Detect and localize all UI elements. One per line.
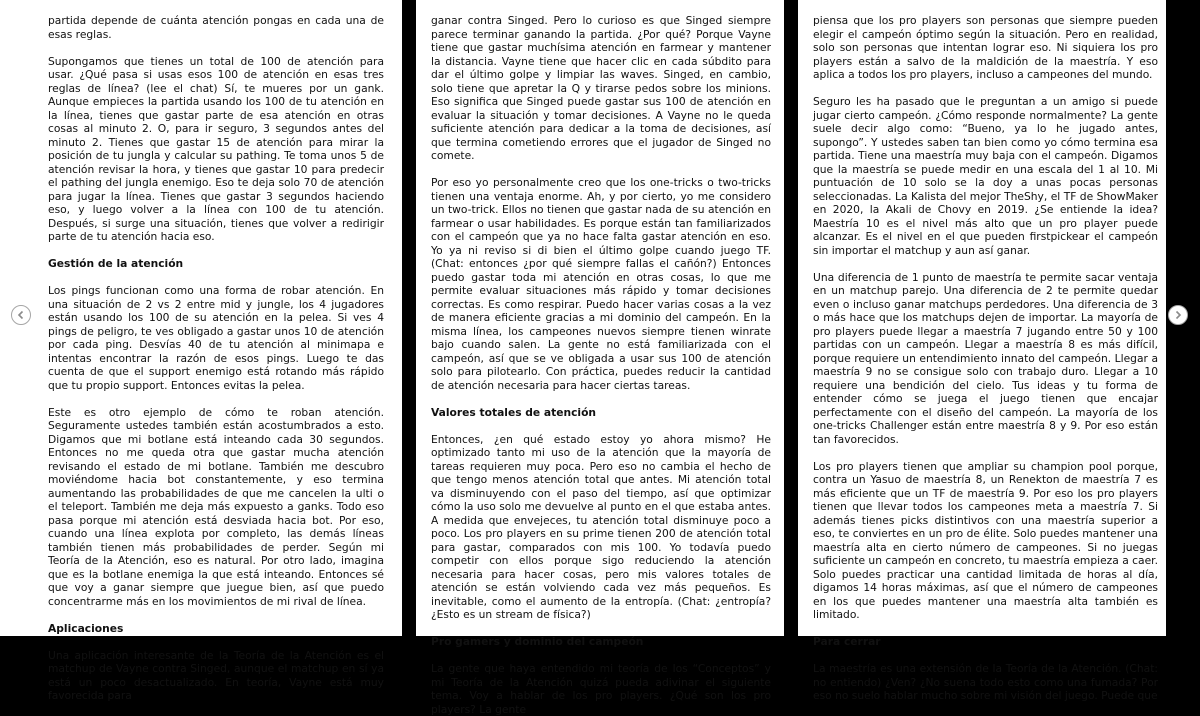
document-page-2 bbox=[416, 0, 784, 716]
paragraph: Los pro players tienen que ampliar su champion pool porque, contra un Yasuo de maestría 8, un Renekton de maestría 7 es más eficiente que un TF de maestría 9. Por eso los pro players tienen que llevar todos los campeones meta a maestría 7. Si además tienes picks distintivos con una maestría superior a eso, te conviertes en un pro de élite. Solo puedes mantener una maestría alta en cierto número de campeones. Si no juegas suficiente un campeón en concreto, tu maestría empieza a caer. Solo puedes practicar una cantidad limitada de horas al día, digamos 14 horas máximas, así que el número de campeones en los que puedes mantener una maestría alta también es limitado. bbox=[813, 459, 1158, 621]
section-heading: Pro gamers y dominio del campeón bbox=[431, 635, 644, 648]
document-page-3 bbox=[798, 0, 1166, 702]
chevron-right-icon bbox=[1173, 310, 1183, 320]
paragraph: Este es otro ejemplo de cómo te roban atención. Seguramente ustedes también están acostumbrados a esto. Digamos que mi botlane está inteando cada 30 segundos. Entonces no me queda otra que gastar mucha atención revisando el estado de mi botlane. También me descubro moviéndome hacia bot constantemente, y eso termina aumentando las probabilidades de que me cancelen la ulti o el teleport. También me deja más expuesto a ganks. Todo eso pasa porque mi atención está desviada hacia bot. Por eso, cuando una línea explota por completo, las demás líneas también tienen más probabilidades de perder. Según mi Teoría de la Atención, eso es natural. Por otro lado, imagina que es la botlane enemiga la que está inteando. Entonces sé que voy a ganar siempre que juegue bien, así que puedo concentrarme más en los movimientos de mi rival de línea. bbox=[48, 405, 384, 608]
section-heading: Aplicaciones bbox=[48, 621, 124, 635]
previous-page-button[interactable] bbox=[11, 305, 31, 325]
section-heading: Valores totales de atención bbox=[431, 405, 597, 419]
paragraph: Seguro les ha pasado que le preguntan a un amigo si puede jugar cierto campeón. ¿Cómo responde normalmente? La gente suele decir algo como: “Bueno, ya lo he jugado antes, supongo”. Y ustedes saben tan bien como yo cómo termina esa partida. Tiene una maestría muy baja con el campeón. Digamos que la maestría se puede medir en una escala del 1 al 10. Mi puntuación de 10 solo se la doy a unas pocas personas seleccionadas. La Kalista del mejor TheShy, el TF de ShowMaker en 2020, la Akali de Chovy en 2019. ¿Se entiende la idea? Maestría 10 es el nivel más alto que un pro player puede alcanzar. Es el nivel en el que pueden firstpickear el campeón sin importar el matchup y aun así ganar. bbox=[813, 95, 1158, 257]
paragraph: partida depende de cuánta atención pongas en cada una de esas reglas. bbox=[48, 14, 384, 41]
paragraph: piensa que los pro players son personas que siempre pueden elegir el campeón óptimo según la situación. Pero en realidad, solo son personas que intentan lograr eso. Ni siquiera los pro players están a salvo de la maldición de la maestría. Y eso aplica a todos los pro players, incluso a campeones del mundo. bbox=[813, 14, 1158, 81]
paragraph: Por eso yo personalmente creo que los one-tricks o two-tricks tienen una ventaja enorme. Ah, y por cierto, yo me considero un two-trick. Ellos no tienen que gastar nada de su atención en farmear o usar habilidades. Es porque están tan familiarizados con el campeón que ya no hace falta gastar atención en eso. Yo ya ni reviso si di bien el último golpe cuando juego TF. (Chat: entonces ¿por qué siempre fallas el cañón?) Entonces puedo gastar toda mi atención en otras cosas, lo que me permite evaluar situaciones más rápido y tomar decisiones correctas. Es como respirar. Puedo hacer varias cosas a la vez de manera eficiente gracias a mi dominio del campeón. En la misma línea, los campeones nuevos siempre tienen winrate bajo cuando salen. La gente no está familiarizada con el campeón, así que se ve obligada a usar sus 100 de atención solo para pilotearlo. Con práctica, puedes reducir la cantidad de atención necesaria para hacer ciertas tareas. bbox=[431, 176, 771, 392]
page-3-text bbox=[813, 14, 1158, 703]
paragraph: Entonces, ¿en qué estado estoy yo ahora mismo? He optimizado tanto mi uso de la atención que la mayoría de tareas requieren muy poca. Pero eso no cambia el hecho de que tengo menos atención total que antes. Mi atención total va disminuyendo con el paso del tiempo, así que optimizar cómo la uso solo me devuelve al punto en el que estaba antes. A medida que envejeces, tu atención total disminuye poco a poco. Los pro players en su prime tienen 200 de atención total para gastar, comparados con mis 100. Yo todavía puedo competir con ellos porque sigo reduciendo la atención necesaria para hacer cosas, pero mis valores totales de atención se están volviendo cada vez más pequeños. Es inevitable, como el aumento de la entropía. (Chat: ¿entropía? ¿Esto es un stream de física?) bbox=[431, 432, 771, 621]
next-page-button[interactable] bbox=[1168, 305, 1188, 325]
paragraph: La gente que haya entendido mi teoría de los “Conceptos” y mi Teoría de la Atención quizá pueda adivinar el siguiente tema. Voy a hablar de los pro players. ¿Qué son los pro players? La gente bbox=[431, 662, 771, 716]
paragraph: ganar contra Singed. Pero lo curioso es que Singed siempre parece terminar ganando la partida. ¿Por qué? Porque Vayne tiene que gastar muchísima atención en farmear y mantener la distancia. Vayne tiene que hacer clic en cada súbdito para dar el último golpe y limpiar las waves. Singed, en cambio, solo tiene que apretar la Q y tirarse pedos sobre los minions. Eso significa que Singed puede gastar sus 100 de atención en evaluar la situación y tomar decisiones. A Vayne no le queda suficiente atención para dedicar a la toma de decisiones, así que termina cometiendo errores que el jugador de Singed no comete. bbox=[431, 14, 771, 162]
document-page-1 bbox=[0, 0, 402, 702]
paragraph: Supongamos que tienes un total de 100 de atención para usar. ¿Qué pasa si usas esos 100 de atención en esas tres reglas de línea? (lee el chat) Sí, te mueres por un gank. Aunque empieces la partida usando los 100 de tu atención en la línea, tienes que gastar parte de esa atención en otras cosas al minuto 2. O, para ir seguro, 3 segundos antes del minuto 2. Tienes que gastar 15 de atención para mirar la posición de tu jungla y calcular su pathing. Te toma unos 5 de atención revisar la hora, y tienes que gastar 10 para predecir el pathing del jungla enemigo. Eso te deja solo 70 de atención para jugar la línea. Tienes que gastar 3 segundos haciendo eso, y luego volver a la línea con 100 de tu atención. Después, si surge una situación, tienes que volver a redirigir parte de tu atención hacia eso. bbox=[48, 54, 384, 243]
paragraph: Los pings funcionan como una forma de robar atención. En una situación de 2 vs 2 entre mid y jungle, los 4 jugadores están usando los 100 de su atención en la pelea. Si ves 4 pings de peligro, te ves obligado a gastar unos 10 de atención por cada ping. Desvías 40 de tu atención al minimapa e intentas encontrar la razón de esos pings. Luego te das cuenta de que el support enemigo está rotando más rápido que tu propio support. Entonces evitas la pelea. bbox=[48, 284, 384, 392]
paragraph: Una aplicación interesante de la Teoría de la Atención es el matchup de Vayne contra Singed, aunque el matchup en sí ya está un poco desactualizado. En teoría, Vayne está muy favorecida para bbox=[48, 648, 384, 702]
chevron-left-icon bbox=[16, 310, 26, 320]
paragraph: Una diferencia de 1 punto de maestría te permite sacar ventaja en un matchup parejo. Una diferencia de 2 te permite quedar even o incluso ganar matchups perdedores. Una diferencia de 3 o más hace que los matchups dejen de importar. La mayoría de pro players puede llegar a maestría 7 jugando entre 50 y 100 partidas con un campeón. Llegar a maestría 8 es más difícil, porque requiere un entendimiento innato del campeón. Llegar a maestría 9 no se consigue solo con trabajo duro. Llegar a 10 requiere una bendición del cielo. Tus ideas y tu forma de entender cómo se juega el juego tienen que encajar perfectamente con el diseño del campeón. La mayoría de los one-tricks Challenger están entre maestría 8 y 9. Por eso están tan favorecidos. bbox=[813, 270, 1158, 446]
section-heading: Gestión de la atención bbox=[48, 257, 184, 270]
section-heading: Para cerrar bbox=[813, 635, 881, 648]
paragraph: La maestría es una extensión de la Teoría de la Atención. (Chat: no entiendo) ¿Ven? ¿No suena todo esto como una fumada? Por eso no suelo hablar mucho sobre mi visión del juego. Puede que bbox=[813, 662, 1158, 702]
page-1-text bbox=[48, 14, 384, 703]
page-2-text bbox=[431, 14, 771, 716]
